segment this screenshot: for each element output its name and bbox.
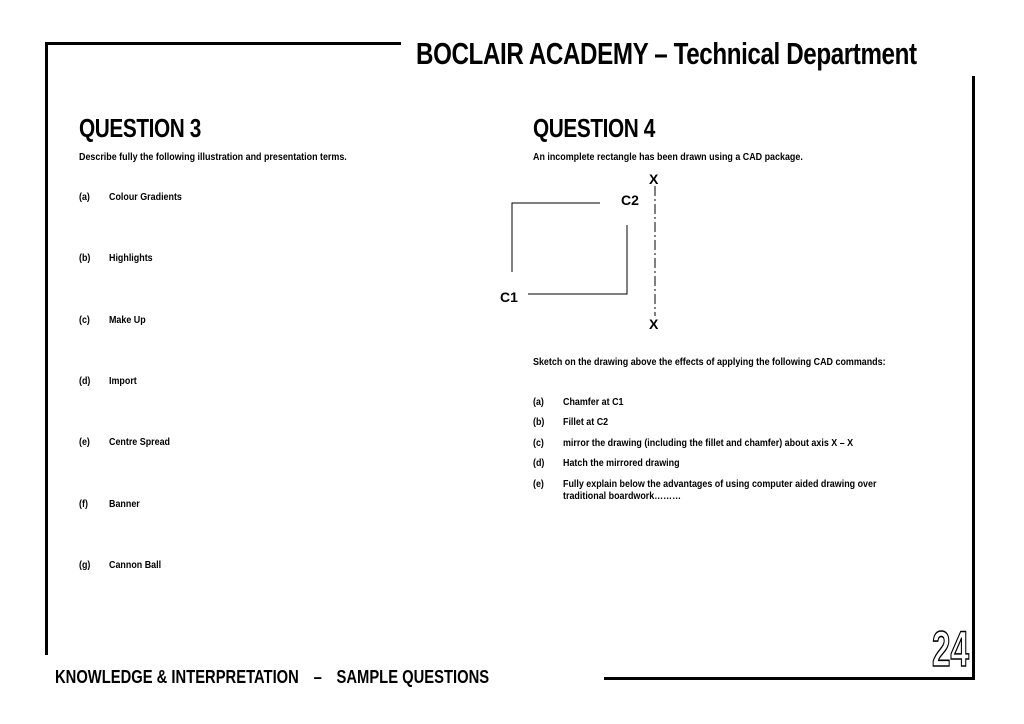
item-letter: (a) [533, 396, 544, 408]
footer-left-text: KNOWLEDGE & INTERPRETATION [55, 667, 299, 687]
corner1-label: C1 [500, 289, 518, 305]
list-item [533, 437, 904, 449]
question3-intro: Describe fully the following illustration and presentation terms. [79, 151, 347, 163]
frame-bottom-line [604, 677, 975, 680]
rectangle-top-left-lines [512, 203, 600, 272]
item-text: Make Up [109, 314, 146, 326]
item-text: Centre Spread [109, 436, 171, 448]
item-letter: (b) [79, 252, 91, 264]
item-text: Cannon Ball [109, 559, 162, 571]
item-text: Chamfer at C1 [563, 396, 624, 408]
item-text-content: Fully explain below the advantages of using computer aided drawing over traditional boardwork……… [563, 478, 877, 502]
item-letter: (b) [533, 416, 545, 428]
item-letter: (f) [79, 498, 88, 510]
footer-separator: – [313, 667, 322, 687]
cad-rectangle-diagram [495, 168, 675, 333]
item-text: Highlights [109, 252, 153, 264]
list-item [79, 252, 160, 264]
item-text: Colour Gradients [109, 191, 182, 203]
list-item [79, 436, 181, 448]
item-letter: (a) [79, 191, 90, 203]
item-text: Import [109, 375, 137, 387]
item-letter: (c) [533, 437, 544, 449]
page-number [932, 618, 972, 677]
question3-heading: QUESTION 3 [79, 113, 201, 143]
item-letter: (e) [79, 436, 90, 448]
axis-bottom-label: X [649, 316, 659, 332]
item-letter: (c) [79, 314, 90, 326]
item-text: Hatch the mirrored drawing [563, 457, 680, 469]
page-number-text: 24 [932, 621, 970, 677]
question4-heading: QUESTION 4 [533, 113, 655, 143]
page-title: BOCLAIR ACADEMY – Technical Department [416, 36, 917, 71]
list-item [79, 314, 152, 326]
list-item [79, 559, 170, 571]
list-item [533, 457, 700, 469]
frame-left-line [45, 42, 48, 655]
frame-top-line [46, 42, 401, 45]
item-text: mirror the drawing (including the fillet and chamfer) about axis X – X [563, 437, 854, 449]
footer-caption [55, 667, 489, 688]
item-text [563, 478, 923, 502]
list-item [79, 498, 145, 510]
list-item [533, 396, 634, 408]
frame-right-line [972, 76, 975, 680]
list-item [533, 478, 923, 502]
item-text: Banner [109, 498, 140, 510]
item-letter: (d) [79, 375, 91, 387]
list-item [533, 416, 616, 428]
list-item [79, 375, 142, 387]
item-letter: (e) [533, 478, 544, 490]
footer-right-text: SAMPLE QUESTIONS [336, 667, 490, 687]
item-letter: (g) [79, 559, 91, 571]
question4-instruction: Sketch on the drawing above the effects of applying the following CAD commands: [533, 356, 886, 368]
axis-top-label: X [649, 171, 659, 187]
item-text: Fillet at C2 [563, 416, 609, 428]
item-letter: (d) [533, 457, 545, 469]
list-item [79, 191, 195, 203]
question4-intro: An incomplete rectangle has been drawn using a CAD package. [533, 151, 803, 163]
corner2-label: C2 [621, 192, 639, 208]
rectangle-bottom-right-lines [528, 225, 627, 294]
